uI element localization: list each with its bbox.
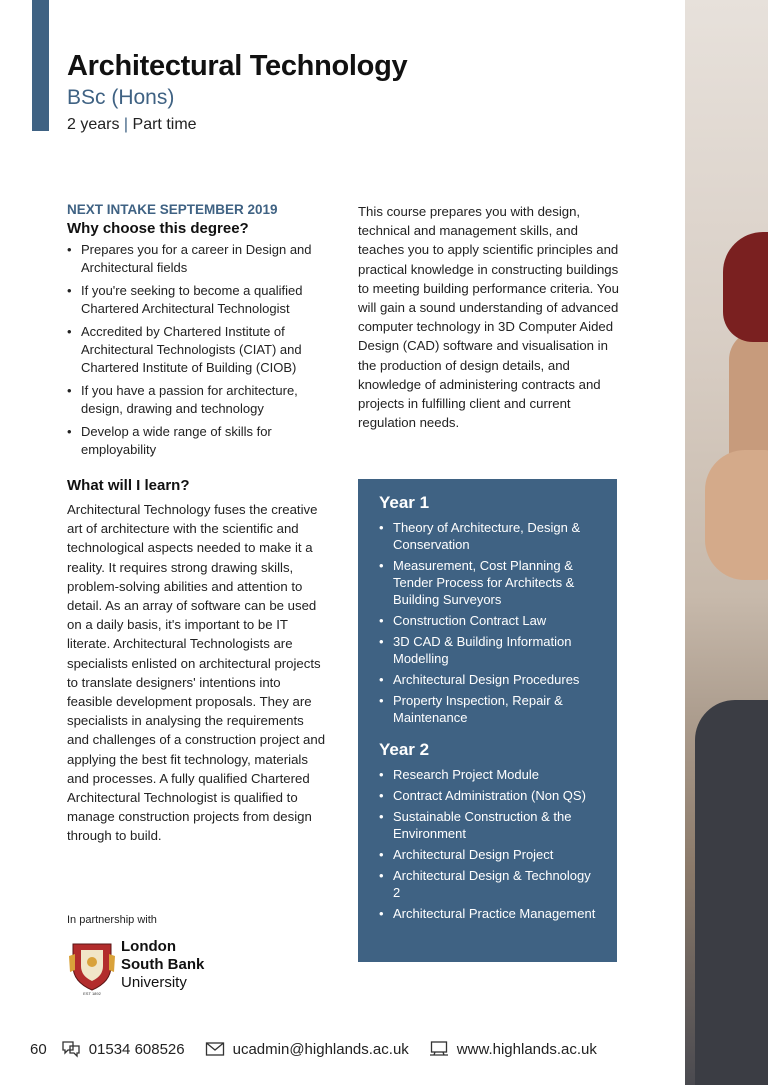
lsbu-crest-icon bbox=[67, 936, 117, 996]
course-degree: BSc (Hons) bbox=[67, 86, 175, 109]
footer-email[interactable] bbox=[205, 1041, 409, 1058]
why-item: • Develop a wide range of skills for employability bbox=[67, 423, 329, 459]
learn-heading: What will I learn? bbox=[67, 477, 190, 494]
why-item: • If you're seeking to become a qualified Chartered Architectural Technologist bbox=[67, 282, 329, 318]
why-heading: Why choose this degree? bbox=[67, 220, 249, 237]
module-item: • Contract Administration (Non QS) bbox=[379, 787, 599, 804]
uni-name-line1: London bbox=[121, 938, 176, 955]
module-item: • Property Inspection, Repair & Maintenance bbox=[379, 692, 599, 726]
why-list bbox=[67, 241, 329, 459]
uni-name-line2: South Bank bbox=[121, 956, 205, 973]
website-url: www.highlands.ac.uk bbox=[456, 1040, 597, 1058]
learn-text: Architectural Technology fuses the creative art of architecture with the scientific and technological aspects needed to make it a reality. It requires strong drawing skills, problem-solving abilities and attention to detail. As an array of software can be used on a daily basis, it's important to be IT literate. Architectural Technologists are specialists enlisted on architectural projects to translate designers' intentions into feasible development proposals. They are specialists in analysing the requirements and challenges of a construction project and applying the best fit technology, materials and processes. A fully qualified Chartered Architectural Technologist is qualified to manage construction projects from design through to build. bbox=[67, 502, 326, 844]
module-item: • Construction Contract Law bbox=[379, 612, 599, 629]
module-item: • Research Project Module bbox=[379, 766, 599, 783]
lsbu-logo-text bbox=[121, 938, 204, 992]
why-item: • If you have a passion for architecture, design, drawing and technology bbox=[67, 382, 329, 418]
next-intake: NEXT INTAKE SEPTEMBER 2019 bbox=[67, 202, 278, 217]
why-item: • Accredited by Chartered Institute of Architectural Technologists (CIAT) and Chartered Institute of Building (CIOB) bbox=[67, 323, 329, 377]
header-accent-bar bbox=[32, 0, 49, 131]
course-intro: This course prepares you with design, technical and management skills, and teaches you to apply scientific principles and practical knowledge in constructing buildings to meeting building performance criteria. You will gain a sound understanding of advanced computer technology in 3D Computer Aided Design (CAD) software and visualisation in the production of design details, and knowledge of administering contracts and projects in fulfilling client and current regulation needs. bbox=[358, 204, 619, 431]
computer-icon bbox=[429, 1040, 449, 1058]
crest-est-text: EST 1892 bbox=[83, 991, 101, 996]
mail-icon bbox=[205, 1041, 225, 1057]
phone-icon bbox=[61, 1040, 81, 1058]
email-address: ucadmin@highlands.ac.uk bbox=[232, 1040, 409, 1058]
page-footer bbox=[30, 1038, 597, 1060]
year1-modules bbox=[379, 519, 599, 726]
left-column bbox=[67, 202, 329, 846]
uni-name-line3: University bbox=[121, 974, 187, 991]
module-item: • Architectural Design & Technology 2 bbox=[379, 867, 599, 901]
module-item: • Sustainable Construction & the Environment bbox=[379, 808, 599, 842]
duration-years: 2 years bbox=[67, 116, 120, 133]
course-duration bbox=[67, 116, 197, 134]
footer-website[interactable] bbox=[429, 1040, 597, 1058]
year1-title: Year 1 bbox=[379, 493, 430, 512]
why-item: • Prepares you for a career in Design and Architectural fields bbox=[67, 241, 329, 277]
duration-separator: | bbox=[123, 116, 129, 133]
student-photo bbox=[685, 0, 768, 1085]
module-item: • 3D CAD & Building Information Modelling bbox=[379, 633, 599, 667]
year2-title: Year 2 bbox=[379, 740, 430, 759]
module-item: • Measurement, Cost Planning & Tender Process for Architects & Building Surveyors bbox=[379, 557, 599, 608]
course-title: Architectural Technology bbox=[67, 50, 408, 82]
module-item: • Architectural Design Procedures bbox=[379, 671, 599, 688]
duration-mode: Part time bbox=[132, 116, 197, 133]
phone-number: 01534 608526 bbox=[88, 1040, 185, 1058]
module-item: • Architectural Practice Management bbox=[379, 905, 599, 922]
year2-modules bbox=[379, 766, 599, 922]
partnership-label: In partnership with bbox=[67, 914, 157, 926]
footer-phone[interactable] bbox=[61, 1040, 185, 1058]
module-item: • Architectural Design Project bbox=[379, 846, 599, 863]
module-item: • Theory of Architecture, Design & Conservation bbox=[379, 519, 599, 553]
page-number: 60 bbox=[30, 1040, 47, 1058]
modules-box bbox=[358, 479, 617, 962]
